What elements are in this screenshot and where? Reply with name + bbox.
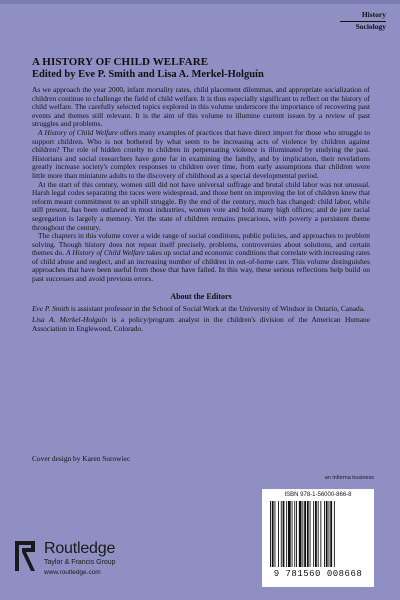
barcode-bar xyxy=(315,501,317,567)
paragraph-intro: As we approach the year 2000, infant mortality rates, child placement dilemmas, and appropriate socialization of children continue to challenge the field of child welfare. It is thus especially significant to reflect on the history of child welfare. The carefully selected topics explored in this volume underscore the importance of recovering past events and themes still relevant. It is the aim of this volume to illumine current issues by a review of past struggles and problems. xyxy=(32,85,370,129)
editor-bio-text: is assistant professor in the School of Social Work at the University of Windsor in Ontario, Canada. xyxy=(69,303,365,313)
barcode-bar xyxy=(286,501,287,567)
back-cover-text xyxy=(32,56,370,336)
paragraph-examples xyxy=(32,129,370,181)
paragraph-chapters xyxy=(32,232,370,284)
publisher-logo xyxy=(12,536,172,586)
italic-book-title: A History of Child Welfare xyxy=(38,127,118,137)
paragraph-chapters-text: The chapters in this volume cover a wide range of social conditions, public policies, and approaches to problem solving. Though history does not repeat itself precisely, problems, controversies about solutions, and certain themes do. xyxy=(32,231,370,258)
barcode-bar xyxy=(288,501,291,567)
publisher-name: Routledge xyxy=(44,540,116,557)
barcode-bar xyxy=(294,501,295,567)
barcode-bar xyxy=(275,501,276,567)
barcode-bar xyxy=(281,501,282,567)
barcode-icon xyxy=(268,501,368,567)
paragraph-examples-text: offers many examples of practices that have direct import for those who struggle to support children. Who is not bothered by what seem to be increasing acts of violence by children against children? The role of hidden cruelty to children in perpetuating violence is illuminated by studying the past. Historians and social researchers have gone far in examining the family, and by implication, their revelations greatly increase society's complex responses to children over time, from early assumptions that children were little more than miniature adults to the discovery of childhood as a special developmental period. xyxy=(32,127,371,180)
barcode-bar xyxy=(304,501,306,567)
barcode-number: 9 781560 008668 xyxy=(273,569,363,579)
barcode-bar xyxy=(278,501,279,567)
category-history: History xyxy=(361,10,386,19)
barcode-bar xyxy=(283,501,285,567)
publisher-url: www.routledge.com xyxy=(44,569,101,576)
category-sociology: Sociology xyxy=(355,22,386,31)
isbn-label: ISBN 978-1-56000-866-8 xyxy=(284,492,352,498)
top-band xyxy=(0,0,400,4)
editor-bio xyxy=(32,305,370,314)
barcode-bar xyxy=(334,501,335,567)
publisher-group: Taylor & Francis Group xyxy=(44,559,116,566)
barcode-bar xyxy=(324,501,325,567)
about-editors-heading: About the Editors xyxy=(170,291,232,301)
editor-bio-text: is a policy/program analyst in the children's division of the American Humane Association in Englewood, Colorado. xyxy=(32,315,370,333)
barcode-bar xyxy=(330,501,332,567)
italic-book-title: A History of Child Welfare xyxy=(65,248,145,258)
barcode-bar xyxy=(318,501,319,567)
editor-bio xyxy=(32,316,370,333)
barcode-bar xyxy=(307,501,309,567)
barcode-bar xyxy=(296,501,297,567)
barcode-box xyxy=(262,489,374,587)
barcode-bar xyxy=(270,501,271,567)
barcode-bar xyxy=(329,501,330,567)
informa-business-label: an informa business xyxy=(324,475,374,481)
barcode-bar xyxy=(326,501,328,567)
barcode-bar xyxy=(313,501,314,567)
editor-name: Lisa A. Merkel-Holguín xyxy=(32,315,108,325)
barcode-bar xyxy=(292,501,293,567)
barcode-bar xyxy=(302,501,303,567)
barcode-bar xyxy=(320,501,321,567)
paragraph-century: At the start of this century, women still did not have universal suffrage and brutal child labor was not unusual. Harsh legal codes separating the races were widespread, and those bent on improving the lot of children knew that reform meant commitment to an uphill struggle. By the end of the century, much has changed: child labor, while still present, has been outlawed in most industries, women vote and hold many high offices; and de jure racial segregation is largely a memory. Yet the state of children remains precarious, with poverty a persistent theme throughout the century. xyxy=(32,179,371,232)
routledge-logo-icon xyxy=(12,538,38,576)
barcode-bar xyxy=(299,501,302,567)
barcode-area xyxy=(262,475,374,587)
paragraph-chapters-tail: takes up social and economic conditions that correlate with increasing rates of child abuse and neglect, and an increasing number of children in out-of-home care. This volume distinguishes approaches that have been useful from those that have failed. In this way, these serious reflections help build on past successes and avoid previous errors. xyxy=(32,248,371,284)
barcode-bar xyxy=(310,501,311,567)
book-title: A HISTORY OF CHILD WELFARE xyxy=(32,56,209,68)
cover-design-credit: Cover design by Karen Surowiec xyxy=(32,454,131,463)
category-label xyxy=(340,10,386,32)
editor-name: Eve P. Smith xyxy=(32,303,70,313)
barcode-bar xyxy=(272,501,274,567)
editors-line: Edited by Eve P. Smith and Lisa A. Merkel-Holguín xyxy=(32,69,264,80)
